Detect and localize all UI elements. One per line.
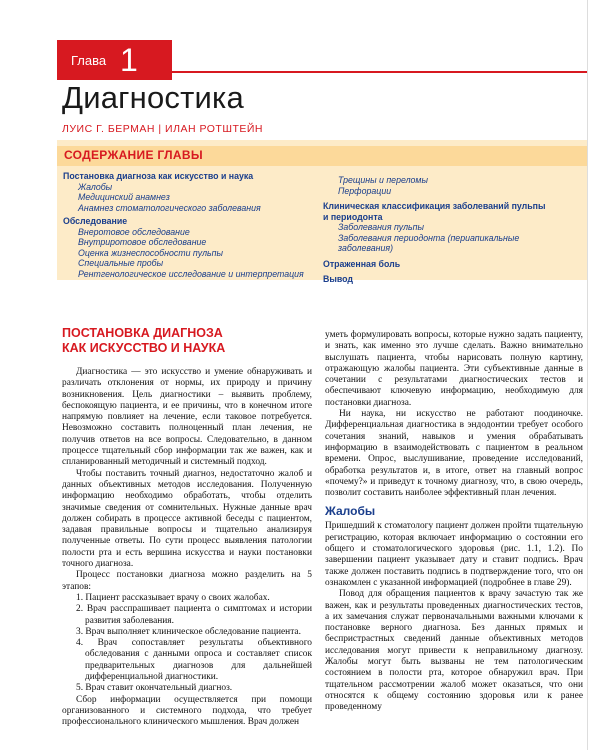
section-heading: [62, 326, 225, 356]
paragraph: Диагностика — это искусство и умение обнаруживать и различать отклонения от нормы, их природу и причину возникновения. Цель диагностики – выявить проблему, беспокоящую пациента, и ее причины, что в конечном итоге напрямую повлияет на лечение, если таковое потребуется. Невозможно составить полноценный план лечения, не получив ответов на все вопросы. Следовательно, в данном процессе тщательный сбор информации так же важен, как и спланированный методичный и системный подход.: [62, 367, 312, 468]
chapter-word: Глава: [71, 53, 107, 68]
paragraph: Сбор информации осуществляется при помощи организованного и системного подхода, что требует профессионального клинического мышления. Врач должен: [62, 694, 312, 728]
contents-header: [57, 146, 587, 166]
page-title: Диагностика: [62, 80, 244, 115]
list-item: 5. Врач ставит окончательный диагноз.: [76, 683, 233, 694]
chapter-contents: [57, 140, 587, 284]
paragraph: Ни наука, ни искусство не работают поодиночке. Дифференциальная диагностика в эндодонтии требует особого сочетания знаний, навыков и умения обрабатывать информацию в взаимодействовать с пациентом в реальном времени. Опрос, выслушивание, проведение исследований, обработка результатов и, в итоге, ответ на главный вопрос «почему?» и приведут к точному диагнозу, что, в свою очередь, позволит составить наиболее эффективный план лечения.: [325, 409, 583, 499]
chapter-number: 1: [120, 42, 138, 78]
contents-left-column: [63, 171, 304, 279]
chapter-banner: [57, 40, 587, 80]
toc-subitem[interactable]: Внеротовое обследование: [78, 226, 190, 237]
list-item: 2. Врач расспрашивает пациента о симптомах и истории развития заболевания.: [76, 604, 312, 626]
toc-item[interactable]: и периодонта: [323, 211, 383, 222]
contents-right-column: [323, 175, 545, 285]
toc-subitem[interactable]: заболевания): [338, 243, 394, 253]
toc-item[interactable]: Постановка диагноза как искусство и наука: [63, 171, 254, 181]
right-text-column: [325, 330, 583, 714]
toc-subitem[interactable]: Внутриротовое обследование: [78, 237, 207, 247]
list-item: 3. Врач выполняет клиническое обследование пациента.: [76, 626, 301, 637]
toc-subitem[interactable]: Медицинский анамнез: [78, 192, 170, 202]
left-text-column: [62, 367, 312, 729]
contents-heading: СОДЕРЖАНИЕ ГЛАВЫ: [64, 148, 203, 162]
toc-subitem[interactable]: Заболевания периодонта (периапикальные: [338, 232, 520, 243]
list-item: 4. Врач сопоставляет результаты объективного обследования с данными опроса и составляет список предварительных диагнозов для дальнейшей дифференциальной диагностики.: [76, 638, 312, 683]
page-edge: [587, 0, 588, 750]
paragraph: уметь формулировать вопросы, которые нужно задать пациенту, и знать, как именно это лучше сделать. Важно внимательно выслушать пациента, чтобы нарисовать полную картину, отражающую жалобы пациента. Эти субъективные данные в сочетании с результатами диагностических тестов и обеспечивают ключевую информацию, необходимую для постановки диагноза.: [325, 330, 583, 408]
toc-subitem[interactable]: Трещины и переломы: [338, 175, 428, 185]
chapter-label-box: [57, 40, 172, 80]
chapter-rule: [172, 71, 587, 73]
toc-subitem[interactable]: Жалобы: [78, 181, 113, 192]
toc-subitem[interactable]: Анамнез стоматологического заболевания: [78, 202, 261, 213]
paragraph: Процесс постановки диагноза можно разделить на 5 этапов:: [62, 570, 312, 592]
toc-item[interactable]: Клиническая классификация заболеваний пульпы: [323, 201, 546, 211]
toc-subitem[interactable]: Перфорации: [338, 185, 392, 196]
toc-item[interactable]: Отраженная боль: [323, 258, 401, 269]
paragraph: Чтобы поставить точный диагноз, недостаточно жалоб и данных объективных методов исследования. Полученную информацию необходимо обработать, чтобы отделить значимые сведения от сомнительных. Нужные данные врач должен собирать в процессе активной беседы с пациентом, задавая правильные вопросы и тщательно анализируя полученные ответы. По сути процесс выявления патологии полости рта и есть вершина искусства и науки постановки точного диагноза.: [62, 468, 312, 570]
authors: ЛУИС Г. БЕРМАН | ИЛАН РОТШТЕЙН: [62, 123, 263, 135]
toc-subitem[interactable]: Заболевания пульпы: [338, 222, 425, 232]
paragraph: Повод для обращения пациентов к врачу зачастую так же важен, как и результаты проведенных диагностических тестов, а их замечания служат первоначальными важными ключами к постановке верного диагноза. Без данных прямых и беспристрастных сведений данные объективных методов исследования могут привести к неправильному диагнозу. Жалобы могут быть вызваны не тем патологическим состоянием в полости рта, которое обнаружил врач. При тщательном рассмотрении жалоб может оказаться, что они относятся к общему состоянию здоровья или к ранее проведенному: [325, 589, 583, 713]
list-item: 1. Пациент рассказывает врачу о своих жалобах.: [76, 592, 270, 603]
subsection-heading: Жалобы: [325, 504, 376, 519]
toc-subitem[interactable]: Рентгенологическое исследование и интерпретация: [78, 268, 304, 279]
steps-list: [62, 593, 312, 695]
toc-item[interactable]: Вывод: [323, 274, 353, 284]
toc-subitem[interactable]: Оценка жизнеспособности пульпы: [78, 247, 223, 258]
section-heading-line: ПОСТАНОВКА ДИАГНОЗА: [62, 326, 223, 340]
toc-item[interactable]: Обследование: [63, 216, 128, 226]
toc-subitem[interactable]: Специальные пробы: [78, 258, 164, 268]
section-heading-line: КАК ИСКУССТВО И НАУКА: [62, 341, 226, 355]
paragraph: Пришедший к стоматологу пациент должен пройти тщательную регистрацию, которая включает информацию о состоянии его общего и стоматологического здоровья (рис. 1.1, 1.2). По завершении пациент указывает дату и ставит подпись. Врач также должен поставить подпись в подтверждение того, что он ознакомлен с указанной информацией (подробнее в главе 29).: [325, 521, 583, 588]
